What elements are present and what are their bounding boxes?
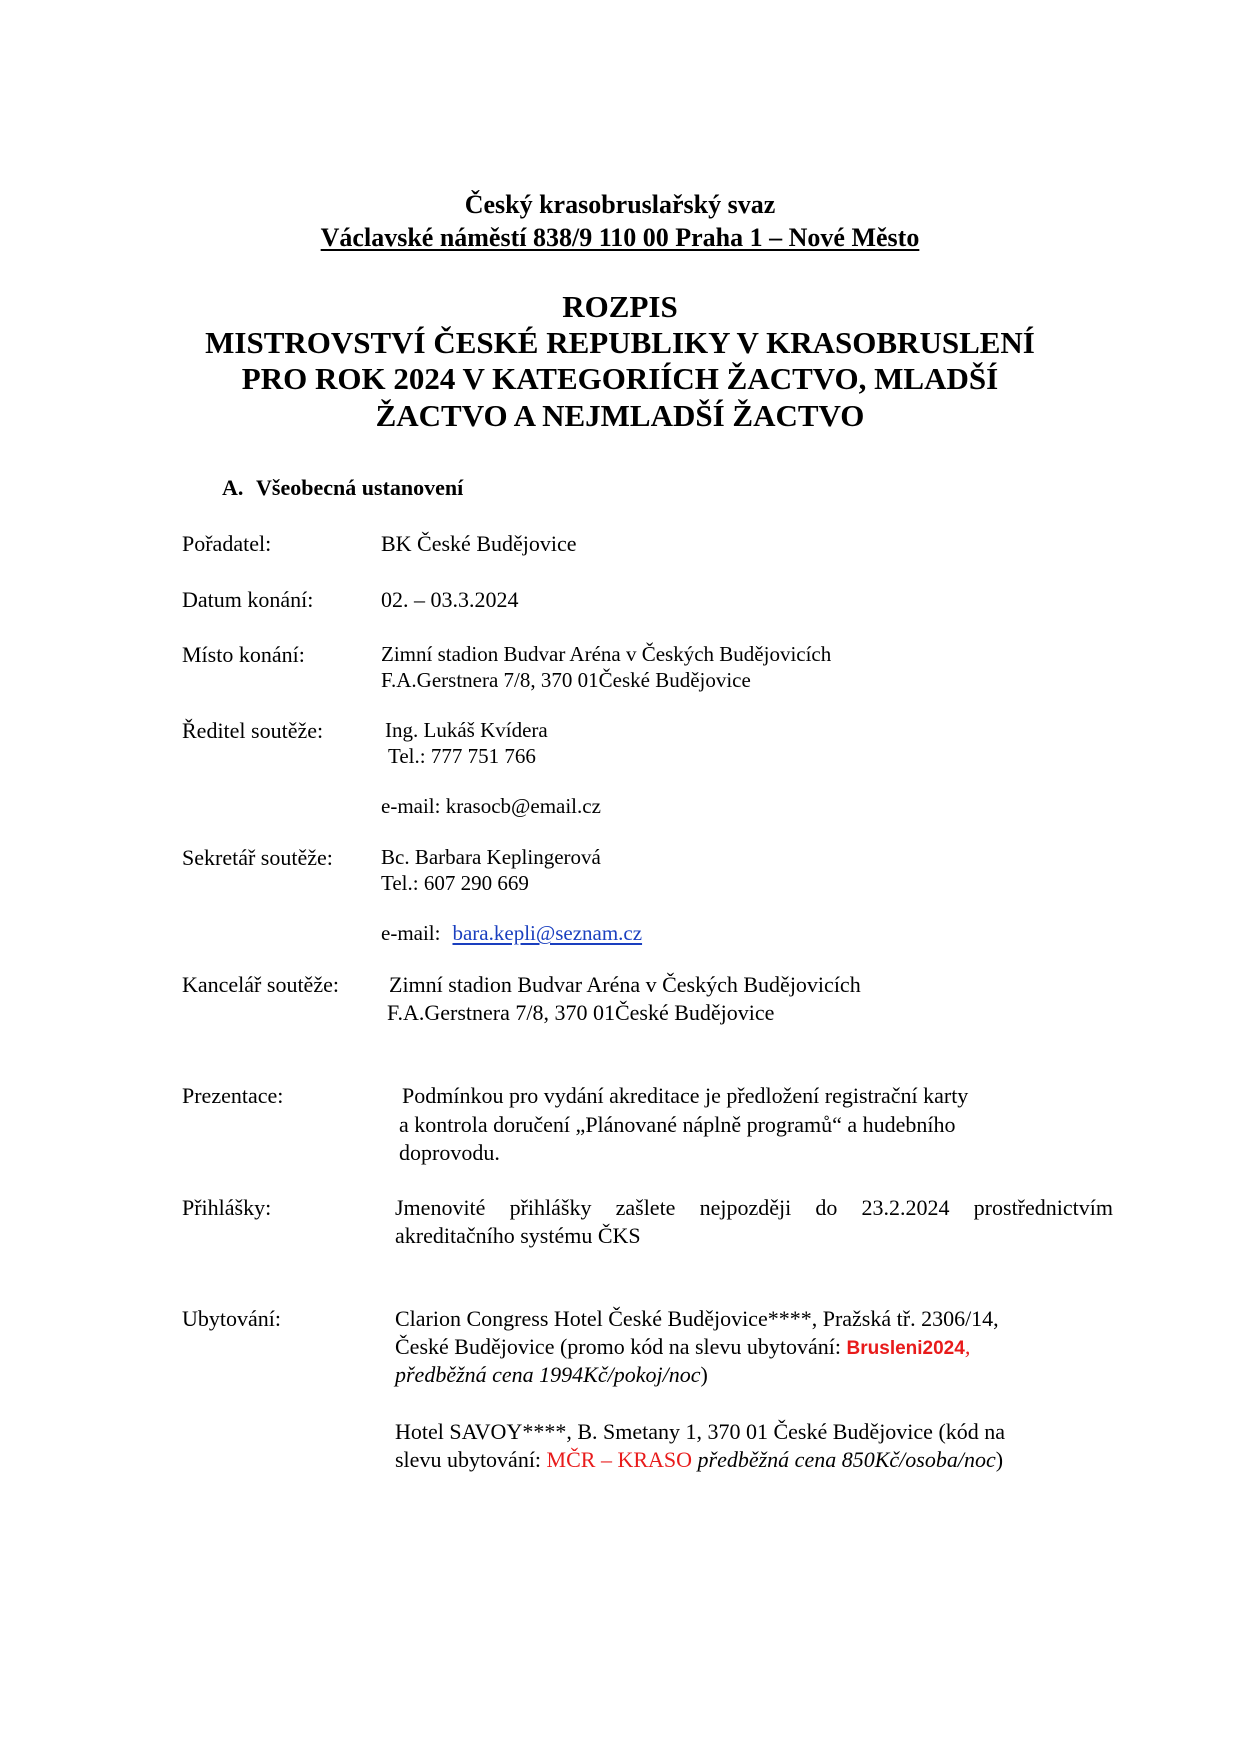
hotel1-promo-code: Brusleni2024 xyxy=(846,1338,965,1359)
section-title: Všeobecná ustanovení xyxy=(256,475,464,500)
hotel1-line-1: Clarion Congress Hotel České Budějovice****, Pražská tř. 2306/14, xyxy=(395,1306,999,1331)
title-line-2: MISTROVSTVÍ ČESKÉ REPUBLIKY V KRASOBRUSLENÍ xyxy=(205,325,1035,360)
applications-line-1: Jmenovité přihlášky zašlete nejpozději do 23.2.2024 prostřednictvím xyxy=(395,1195,1113,1220)
hotel2-close: ) xyxy=(995,1447,1004,1472)
hotel1-close: ) xyxy=(700,1362,708,1387)
presentation-line-3: doprovodu. xyxy=(399,1140,500,1165)
hotel2-line-2 xyxy=(395,1446,1003,1473)
document-title: ROZPIS xyxy=(562,289,678,324)
venue-line-1: Zimní stadion Budvar Aréna v Českých Budějovicích xyxy=(381,642,832,666)
secretary-phone: Tel.: 607 290 669 xyxy=(381,871,529,895)
office-line-2: F.A.Gerstnera 7/8, 370 01České Budějovice xyxy=(387,1000,775,1025)
hotel2-line-1: Hotel SAVOY****, B. Smetany 1, 370 01 České Budějovice (kód na xyxy=(395,1419,1006,1444)
director-email: e-mail: krasocb@email.cz xyxy=(381,794,601,818)
applications-label: Přihlášky: xyxy=(182,1195,272,1220)
organizer-label: Pořadatel: xyxy=(182,531,272,556)
organizer-value: BK České Budějovice xyxy=(381,531,577,556)
secretary-name: Bc. Barbara Keplingerová xyxy=(381,845,601,869)
hotel1-line-3 xyxy=(395,1361,708,1388)
hotel1-line-2 xyxy=(395,1333,970,1362)
date-label: Datum konání: xyxy=(182,587,314,612)
venue-line-2: F.A.Gerstnera 7/8, 370 01České Budějovice xyxy=(381,668,751,692)
secretary-label: Sekretář soutěže: xyxy=(182,845,333,870)
organization-name: Český krasobruslařský svaz xyxy=(464,190,776,219)
hotel2-price: předběžná cena 850Kč/osoba/noc xyxy=(692,1447,996,1472)
date-value: 02. – 03.3.2024 xyxy=(381,587,519,612)
secretary-email-prefix: e-mail: xyxy=(381,921,441,945)
section-a-heading xyxy=(222,475,463,501)
organization-address xyxy=(0,223,1240,253)
director-name: Ing. Lukáš Kvídera xyxy=(385,718,548,742)
title-line-3: PRO ROK 2024 V KATEGORIÍCH ŽACTVO, MLADŠÍ xyxy=(241,361,999,396)
director-label: Ředitel soutěže: xyxy=(182,718,324,743)
section-number: A. xyxy=(222,475,244,500)
address-text: Václavské náměstí 838/9 110 00 Praha 1 – Nové Město xyxy=(320,223,920,252)
office-label: Kancelář soutěže: xyxy=(182,972,339,997)
secretary-email xyxy=(381,920,642,947)
venue-label: Místo konání: xyxy=(182,642,305,667)
hotel2-code-text: slevu ubytování: xyxy=(395,1447,547,1472)
hotel1-price: předběžná cena 1994Kč/pokoj/noc xyxy=(395,1362,701,1387)
presentation-line-1: Podmínkou pro vydání akreditace je předložení registrační karty xyxy=(402,1083,969,1108)
office-line-1: Zimní stadion Budvar Aréna v Českých Budějovicích xyxy=(389,972,861,997)
hotel1-promo-text: České Budějovice (promo kód na slevu ubytování: xyxy=(395,1334,847,1359)
secretary-email-link[interactable]: bara.kepli@seznam.cz xyxy=(452,921,643,945)
presentation-label: Prezentace: xyxy=(182,1083,284,1108)
title-line-4: ŽACTVO A NEJMLADŠÍ ŽACTVO xyxy=(375,398,865,433)
applications-line-2: akreditačního systému ČKS xyxy=(395,1223,641,1248)
hotel1-promo-comma: , xyxy=(964,1334,971,1359)
accommodation-label: Ubytování: xyxy=(182,1306,281,1331)
director-phone: Tel.: 777 751 766 xyxy=(388,744,536,768)
presentation-line-2: a kontrola doručení „Plánované náplně programů“ a hudebního xyxy=(399,1112,956,1137)
hotel2-code: MČR – KRASO xyxy=(546,1447,693,1472)
